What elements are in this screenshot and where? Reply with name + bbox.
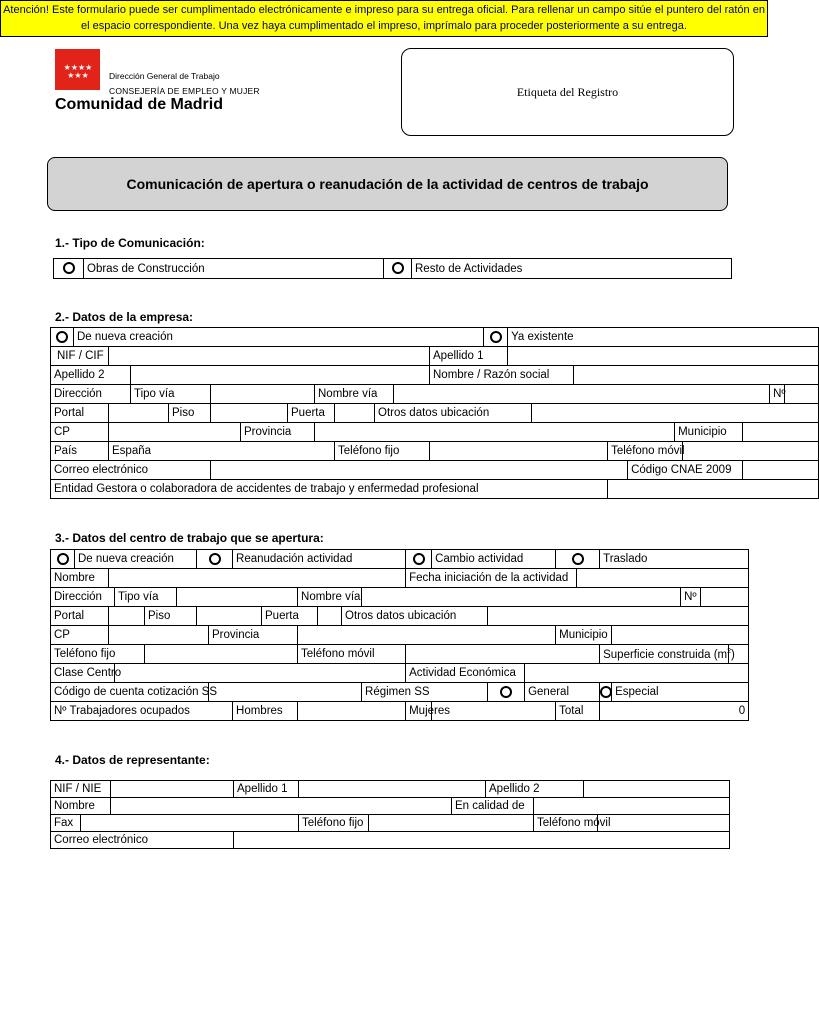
radio-circle-icon bbox=[57, 553, 69, 565]
nombre-field[interactable] bbox=[111, 798, 452, 815]
tel-movil-field[interactable] bbox=[406, 645, 600, 664]
entidad-field[interactable] bbox=[608, 480, 819, 499]
otros-field[interactable] bbox=[488, 607, 749, 626]
puerta-label: Puerta bbox=[262, 607, 318, 626]
provincia-label: Provincia bbox=[209, 626, 298, 645]
radio-cambio[interactable] bbox=[406, 550, 432, 569]
opt-nueva-label: De nueva creación bbox=[75, 550, 197, 569]
puerta-field[interactable] bbox=[318, 607, 342, 626]
portal-label: Portal bbox=[51, 607, 109, 626]
tel-movil-label: Teléfono móvil bbox=[608, 442, 683, 461]
apellido1-label: Apellido 1 bbox=[430, 347, 508, 366]
tel-movil-label: Teléfono móvil bbox=[534, 815, 598, 832]
total-field[interactable]: 0 bbox=[600, 702, 749, 721]
calidad-field[interactable] bbox=[534, 798, 730, 815]
correo-field[interactable] bbox=[234, 832, 730, 849]
mujeres-label: Mujeres bbox=[406, 702, 432, 721]
piso-field[interactable] bbox=[197, 607, 262, 626]
tipo-via-field[interactable] bbox=[211, 385, 315, 404]
section3-heading: 3.- Datos del centro de trabajo que se apertura: bbox=[55, 531, 324, 545]
nombre-via-label: Nombre vía bbox=[315, 385, 394, 404]
municipio-label: Municipio bbox=[556, 626, 612, 645]
actividad-label: Actividad Económica bbox=[406, 664, 525, 683]
radio-empresa-nueva[interactable] bbox=[51, 328, 74, 347]
otros-field[interactable] bbox=[532, 404, 819, 423]
entidad-label: Entidad Gestora o colaboradora de accidentes de trabajo y enfermedad profesional bbox=[51, 480, 608, 499]
piso-label: Piso bbox=[145, 607, 197, 626]
radio-resto[interactable] bbox=[384, 259, 412, 279]
form-title: Comunicación de apertura o reanudación de la actividad de centros de trabajo bbox=[47, 157, 728, 211]
radio-especial[interactable] bbox=[600, 683, 612, 702]
opt-reanudacion-label: Reanudación actividad bbox=[233, 550, 406, 569]
radio-circle-icon bbox=[63, 262, 75, 274]
hombres-field[interactable] bbox=[298, 702, 406, 721]
trabajadores-label: Nº Trabajadores ocupados bbox=[51, 702, 233, 721]
cp-field[interactable] bbox=[109, 423, 241, 442]
superficie-sup: 2 bbox=[727, 647, 732, 655]
piso-label: Piso bbox=[169, 404, 211, 423]
nombre-label: Nombre bbox=[51, 798, 111, 815]
cnae-field[interactable] bbox=[743, 461, 819, 480]
apellido1-field[interactable] bbox=[508, 347, 819, 366]
fax-label: Fax bbox=[51, 815, 81, 832]
opt-traslado-label: Traslado bbox=[600, 550, 749, 569]
fecha-field[interactable] bbox=[577, 569, 749, 588]
clase-field[interactable] bbox=[115, 664, 406, 683]
apellido1-field[interactable] bbox=[299, 781, 486, 798]
municipio-field[interactable] bbox=[612, 626, 749, 645]
radio-empresa-existente[interactable] bbox=[484, 328, 508, 347]
radio-centro-nueva[interactable] bbox=[51, 550, 75, 569]
numero-field[interactable] bbox=[785, 385, 819, 404]
hombres-label: Hombres bbox=[233, 702, 298, 721]
radio-circle-icon bbox=[209, 553, 221, 565]
radio-circle-icon bbox=[572, 553, 584, 565]
regimen-label: Régimen SS bbox=[362, 683, 488, 702]
nombre-razon-label: Nombre / Razón social bbox=[430, 366, 574, 385]
direccion-label: Dirección bbox=[51, 385, 131, 404]
cp-label: CP bbox=[51, 626, 109, 645]
piso-field[interactable] bbox=[211, 404, 288, 423]
otros-label: Otros datos ubicación bbox=[342, 607, 488, 626]
nif-label: NIF / CIF bbox=[51, 347, 109, 366]
radio-obras[interactable] bbox=[54, 259, 84, 279]
superficie-end: ) bbox=[731, 648, 735, 661]
portal-label: Portal bbox=[51, 404, 109, 423]
comunidad-madrid-logo bbox=[55, 49, 100, 90]
clase-label: Clase Centro bbox=[51, 664, 115, 683]
apellido1-label: Apellido 1 bbox=[234, 781, 299, 798]
puerta-field[interactable] bbox=[335, 404, 375, 423]
nif-field[interactable] bbox=[111, 781, 234, 798]
numero-label: Nº bbox=[681, 588, 701, 607]
apellido2-label: Apellido 2 bbox=[486, 781, 584, 798]
nombre-razon-field[interactable] bbox=[574, 366, 819, 385]
radio-circle-icon bbox=[490, 331, 502, 343]
section2-heading: 2.- Datos de la empresa: bbox=[55, 310, 194, 324]
apellido2-label: Apellido 2 bbox=[51, 366, 131, 385]
especial-label: Especial bbox=[612, 683, 749, 702]
radio-circle-icon bbox=[392, 262, 404, 274]
numero-field[interactable] bbox=[701, 588, 749, 607]
tel-movil-label: Teléfono móvil bbox=[298, 645, 406, 664]
logo-stars: ★★★★ ★★★ bbox=[63, 63, 93, 80]
nif-field[interactable] bbox=[109, 347, 430, 366]
calidad-label: En calidad de bbox=[452, 798, 534, 815]
cp-field[interactable] bbox=[109, 626, 209, 645]
tel-fijo-label: Teléfono fijo bbox=[335, 442, 430, 461]
radio-circle-icon bbox=[500, 686, 512, 698]
radio-circle-icon bbox=[56, 331, 68, 343]
pais-field[interactable]: España bbox=[109, 442, 335, 461]
actividad-field[interactable] bbox=[525, 664, 749, 683]
cp-label: CP bbox=[51, 423, 109, 442]
cnae-label: Código CNAE 2009 bbox=[628, 461, 743, 480]
mujeres-field[interactable] bbox=[432, 702, 556, 721]
tel-movil-field[interactable] bbox=[683, 442, 819, 461]
nombre-via-label: Nombre vía bbox=[298, 588, 362, 607]
tipo-via-label: Tipo vía bbox=[131, 385, 211, 404]
superficie-label bbox=[600, 645, 735, 664]
general-label: General bbox=[525, 683, 600, 702]
nombre-label: Nombre bbox=[51, 569, 109, 588]
comunidad-title: Comunidad de Madrid bbox=[55, 96, 223, 113]
tipo-via-label: Tipo vía bbox=[115, 588, 177, 607]
section2-table bbox=[50, 327, 819, 499]
fecha-label: Fecha iniciación de la actividad bbox=[406, 569, 577, 588]
radio-traslado[interactable] bbox=[556, 550, 600, 569]
portal-field[interactable] bbox=[109, 607, 145, 626]
codigo-ss-label: Código de cuenta cotización SS bbox=[51, 683, 209, 702]
fax-field[interactable] bbox=[81, 815, 299, 832]
codigo-ss-field[interactable] bbox=[209, 683, 362, 702]
apellido2-field[interactable] bbox=[584, 781, 730, 798]
nif-label: NIF / NIE bbox=[51, 781, 111, 798]
provincia-label: Provincia bbox=[241, 423, 315, 442]
pais-label: País bbox=[51, 442, 109, 461]
correo-label: Correo electrónico bbox=[51, 461, 211, 480]
radio-circle-icon bbox=[413, 553, 425, 565]
tel-fijo-label: Teléfono fijo bbox=[299, 815, 369, 832]
opt-cambio-label: Cambio actividad bbox=[432, 550, 556, 569]
provincia-field[interactable] bbox=[298, 626, 556, 645]
section1-table bbox=[53, 258, 732, 279]
radio-general[interactable] bbox=[488, 683, 525, 702]
tel-fijo-label: Teléfono fijo bbox=[51, 645, 145, 664]
consejeria-label: CONSEJERÍA DE EMPLEO Y MUJER bbox=[109, 86, 260, 96]
tipo-via-field[interactable] bbox=[177, 588, 298, 607]
municipio-label: Municipio bbox=[675, 423, 743, 442]
section1-heading: 1.- Tipo de Comunicación: bbox=[55, 236, 205, 250]
radio-circle-icon bbox=[600, 686, 612, 698]
apellido2-field[interactable] bbox=[131, 366, 430, 385]
superficie-text: Superficie construida (m bbox=[603, 648, 728, 661]
otros-label: Otros datos ubicación bbox=[375, 404, 532, 423]
puerta-label: Puerta bbox=[288, 404, 335, 423]
opt-resto-label: Resto de Actividades bbox=[412, 259, 732, 279]
section4-heading: 4.- Datos de representante: bbox=[55, 753, 210, 767]
section3-table bbox=[50, 549, 749, 721]
total-label: Total bbox=[556, 702, 600, 721]
tel-fijo-field[interactable] bbox=[430, 442, 608, 461]
correo-label: Correo electrónico bbox=[51, 832, 234, 849]
tel-fijo-field[interactable] bbox=[369, 815, 534, 832]
provincia-field[interactable] bbox=[315, 423, 675, 442]
direccion-label: Dirección bbox=[51, 588, 115, 607]
nombre-field[interactable] bbox=[109, 569, 406, 588]
numero-label: Nº bbox=[770, 385, 785, 404]
radio-reanudacion[interactable] bbox=[197, 550, 233, 569]
section4-table bbox=[50, 780, 730, 849]
registry-label-text: Etiqueta del Registro bbox=[516, 84, 619, 99]
municipio-field[interactable] bbox=[743, 423, 819, 442]
tel-movil-field[interactable] bbox=[598, 815, 730, 832]
correo-field[interactable] bbox=[211, 461, 628, 480]
nombre-via-field[interactable] bbox=[394, 385, 770, 404]
portal-field[interactable] bbox=[109, 404, 169, 423]
direccion-general-label: Dirección General de Trabajo bbox=[109, 71, 220, 81]
opt-nueva-label: De nueva creación bbox=[74, 328, 484, 347]
opt-obras-label: Obras de Construcción bbox=[84, 259, 384, 279]
notice-banner: Atención! Este formulario puede ser cumplimentado electrónicamente e impreso para su entrega oficial. Para rellenar un campo sitúe el puntero del ratón en el espacio correspondiente. Una vez haya cumplimentado el impreso, imprímalo para proceder posteriormente a su entrega. bbox=[0, 0, 768, 37]
registry-label-box bbox=[401, 48, 734, 136]
opt-existente-label: Ya existente bbox=[508, 328, 819, 347]
nombre-via-field[interactable] bbox=[362, 588, 681, 607]
tel-fijo-field[interactable] bbox=[145, 645, 298, 664]
